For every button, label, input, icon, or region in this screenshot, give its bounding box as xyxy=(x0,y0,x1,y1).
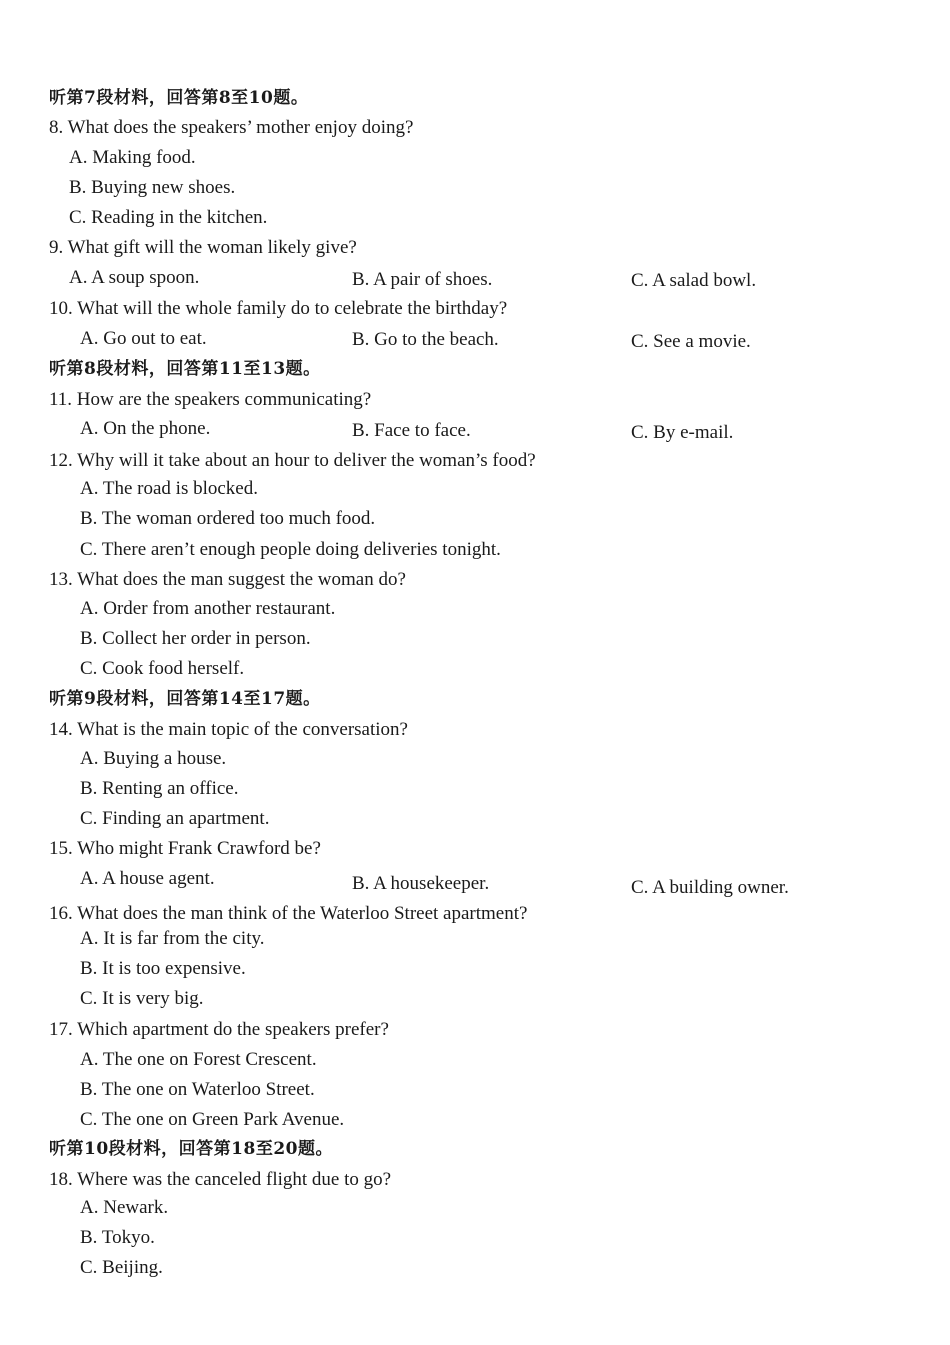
section-heading: 听第7段材料，回答第8至10题。 xyxy=(49,88,309,108)
option-12a: A. The road is blocked. xyxy=(80,478,258,499)
option-10a: A. Go out to eat. xyxy=(80,328,207,349)
section-heading: 听第8段材料，回答第11至13题。 xyxy=(49,359,321,379)
option-11b: B. Face to face. xyxy=(352,420,471,441)
option-14b: B. Renting an office. xyxy=(80,778,239,799)
option-15a: A. A house agent. xyxy=(80,868,215,889)
option-11c: C. By e-mail. xyxy=(631,422,734,443)
question-14: 14. What is the main topic of the conversation? xyxy=(49,719,408,740)
option-9b: B. A pair of shoes. xyxy=(352,269,493,290)
option-13b: B. Collect her order in person. xyxy=(80,628,311,649)
question-11: 11. How are the speakers communicating? xyxy=(49,389,372,410)
option-18c: C. Beijing. xyxy=(80,1257,163,1278)
option-16a: A. It is far from the city. xyxy=(80,928,265,949)
option-13a: A. Order from another restaurant. xyxy=(80,598,336,619)
question-12: 12. Why will it take about an hour to deliver the woman’s food? xyxy=(49,450,536,471)
option-8a: A. Making food. xyxy=(69,147,196,168)
option-16b: B. It is too expensive. xyxy=(80,958,246,979)
option-9a: A. A soup spoon. xyxy=(69,267,200,288)
option-12b: B. The woman ordered too much food. xyxy=(80,508,376,529)
option-18a: A. Newark. xyxy=(80,1197,169,1218)
question-18: 18. Where was the canceled flight due to go? xyxy=(49,1169,392,1190)
question-16: 16. What does the man think of the Waterloo Street apartment? xyxy=(49,903,528,924)
question-8: 8. What does the speakers’ mother enjoy doing? xyxy=(49,117,414,138)
option-10c: C. See a movie. xyxy=(631,331,751,352)
section-heading: 听第10段材料，回答第18至20题。 xyxy=(49,1139,333,1159)
question-13: 13. What does the man suggest the woman do? xyxy=(49,569,406,590)
option-15c: C. A building owner. xyxy=(631,877,789,898)
option-17a: A. The one on Forest Crescent. xyxy=(80,1049,317,1070)
option-11a: A. On the phone. xyxy=(80,418,211,439)
option-17c: C. The one on Green Park Avenue. xyxy=(80,1109,345,1130)
question-15: 15. Who might Frank Crawford be? xyxy=(49,838,321,859)
option-10b: B. Go to the beach. xyxy=(352,329,499,350)
option-14a: A. Buying a house. xyxy=(80,748,227,769)
option-14c: C. Finding an apartment. xyxy=(80,808,270,829)
question-10: 10. What will the whole family do to celebrate the birthday? xyxy=(49,298,508,319)
option-17b: B. The one on Waterloo Street. xyxy=(80,1079,315,1100)
option-8b: B. Buying new shoes. xyxy=(69,177,236,198)
question-9: 9. What gift will the woman likely give? xyxy=(49,237,357,258)
option-13c: C. Cook food herself. xyxy=(80,658,245,679)
option-15b: B. A housekeeper. xyxy=(352,873,490,894)
option-18b: B. Tokyo. xyxy=(80,1227,155,1248)
option-9c: C. A salad bowl. xyxy=(631,270,757,291)
section-heading: 听第9段材料，回答第14至17题。 xyxy=(49,689,321,709)
option-8c: C. Reading in the kitchen. xyxy=(69,207,268,228)
question-17: 17. Which apartment do the speakers prefer? xyxy=(49,1019,389,1040)
option-12c: C. There aren’t enough people doing deliveries tonight. xyxy=(80,539,501,560)
option-16c: C. It is very big. xyxy=(80,988,204,1009)
